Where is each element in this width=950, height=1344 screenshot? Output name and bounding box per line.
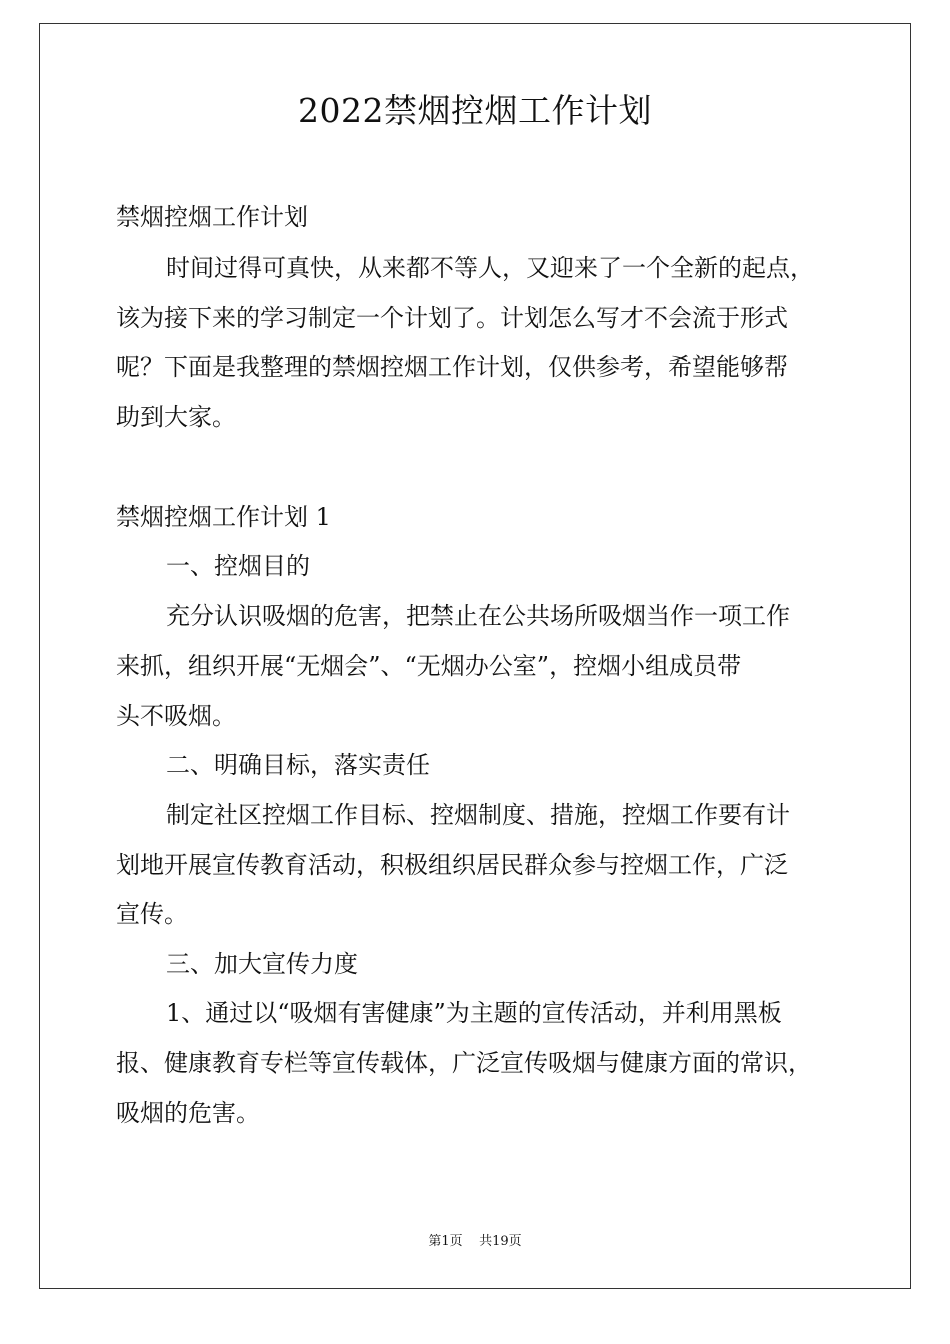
part2-heading: 二、明确目标，落实责任 xyxy=(166,751,430,779)
part2-line: 划地开展宣传教育活动，积极组织居民群众参与控烟工作，广泛 xyxy=(116,851,788,879)
page-total: 共19页 xyxy=(479,1234,522,1249)
intro-line: 呢？下面是我整理的禁烟控烟工作计划，仅供参考，希望能够帮 xyxy=(116,353,788,381)
document-title: 2022禁烟控烟工作计划 xyxy=(298,91,652,130)
part1-heading: 一、控烟目的 xyxy=(166,552,310,580)
part3-line: 1、通过以“吸烟有害健康”为主题的宣传活动，并利用黑板 xyxy=(166,999,782,1027)
page-number: 第1页 xyxy=(428,1234,463,1249)
page-footer xyxy=(0,1233,950,1251)
part3-heading: 三、加大宣传力度 xyxy=(166,950,358,978)
section-heading: 禁烟控烟工作计划 1 xyxy=(116,503,331,531)
part1-line: 充分认识吸烟的危害，把禁止在公共场所吸烟当作一项工作 xyxy=(166,602,790,630)
intro-line: 时间过得可真快，从来都不等人，又迎来了一个全新的起点， xyxy=(166,254,814,282)
intro-line: 助到大家。 xyxy=(116,403,236,431)
intro-line: 该为接下来的学习制定一个计划了。计划怎么写才不会流于形式 xyxy=(116,304,788,332)
intro-heading: 禁烟控烟工作计划 xyxy=(116,203,308,231)
part2-line: 制定社区控烟工作目标、控烟制度、措施，控烟工作要有计 xyxy=(166,801,790,829)
part1-line: 头不吸烟。 xyxy=(116,702,236,730)
part3-line: 报、健康教育专栏等宣传载体，广泛宣传吸烟与健康方面的常识， xyxy=(116,1049,812,1077)
part3-line: 吸烟的危害。 xyxy=(116,1099,260,1127)
part1-line: 来抓，组织开展“无烟会”、“无烟办公室”，控烟小组成员带 xyxy=(116,652,742,680)
part2-line: 宣传。 xyxy=(116,900,188,928)
